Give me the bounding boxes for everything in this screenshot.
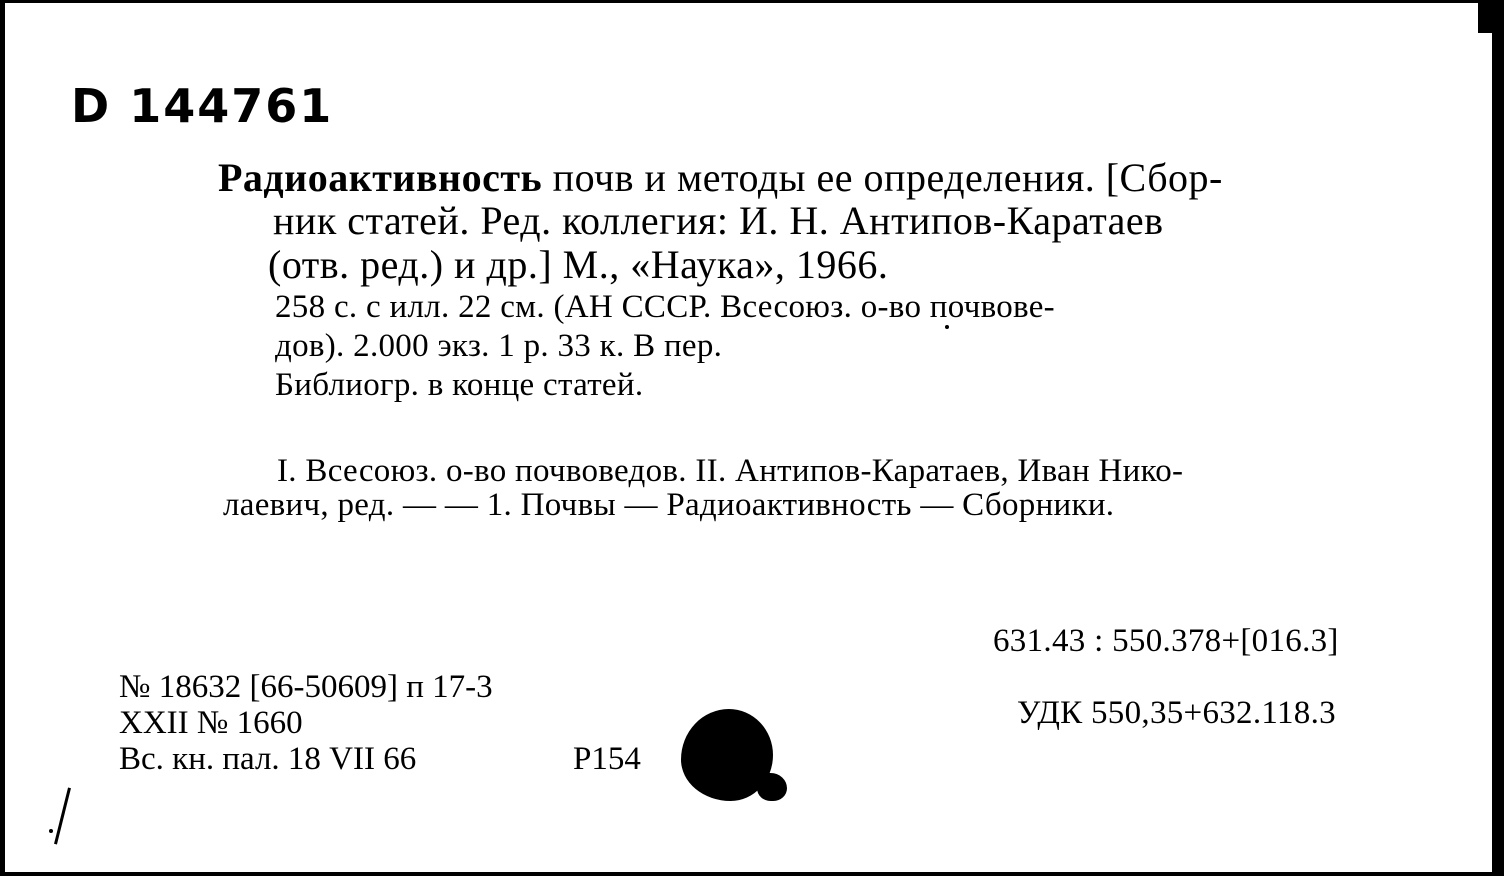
entry-title-bold: Радиоактивность [218,155,543,200]
ink-blot-tail [757,773,787,801]
handwritten-card-number: D 144761 [71,79,334,133]
entry-line-5: дов). 2.000 экз. 1 р. 33 к. В пер. [275,328,723,364]
footer-line-2: XXII № 1660 [119,705,303,741]
classification-udk: УДК 550,35+632.118.3 [1017,695,1336,731]
corner-mark [1478,3,1492,33]
stray-dot [945,325,949,329]
tracing-line-1: I. Всесоюз. о-во почвоведов. II. Антипов-Каратаев, Иван Нико- [277,453,1184,489]
tracing-line-2: лаевич, ред. — — 1. Почвы — Радиоактивность — Сборники. [223,487,1115,523]
classification-bbk: 631.43 : 550.378+[016.3] [993,623,1339,659]
footer-line-3: Вс. кн. пал. 18 VII 66 [119,741,417,777]
pencil-mark [54,787,71,844]
entry-line-2: ник статей. Ред. коллегия: И. Н. Антипов-Каратаев [273,198,1164,243]
entry-line-4: 258 с. с илл. 22 см. (АН СССР. Всесоюз. о-во почвове- [275,289,1055,325]
footer-line-1: № 18632 [66-50609] п 17-3 [119,669,493,705]
pencil-dot [49,829,53,833]
entry-line-3: (отв. ред.) и др.] М., «Наука», 1966. [268,242,889,287]
entry-line-6: Библиогр. в конце статей. [275,367,644,403]
footer-code: Р154 [573,741,641,777]
entry-line-1 [218,155,1223,200]
entry-title-rest: почв и методы ее определения. [Сбор- [542,155,1223,200]
